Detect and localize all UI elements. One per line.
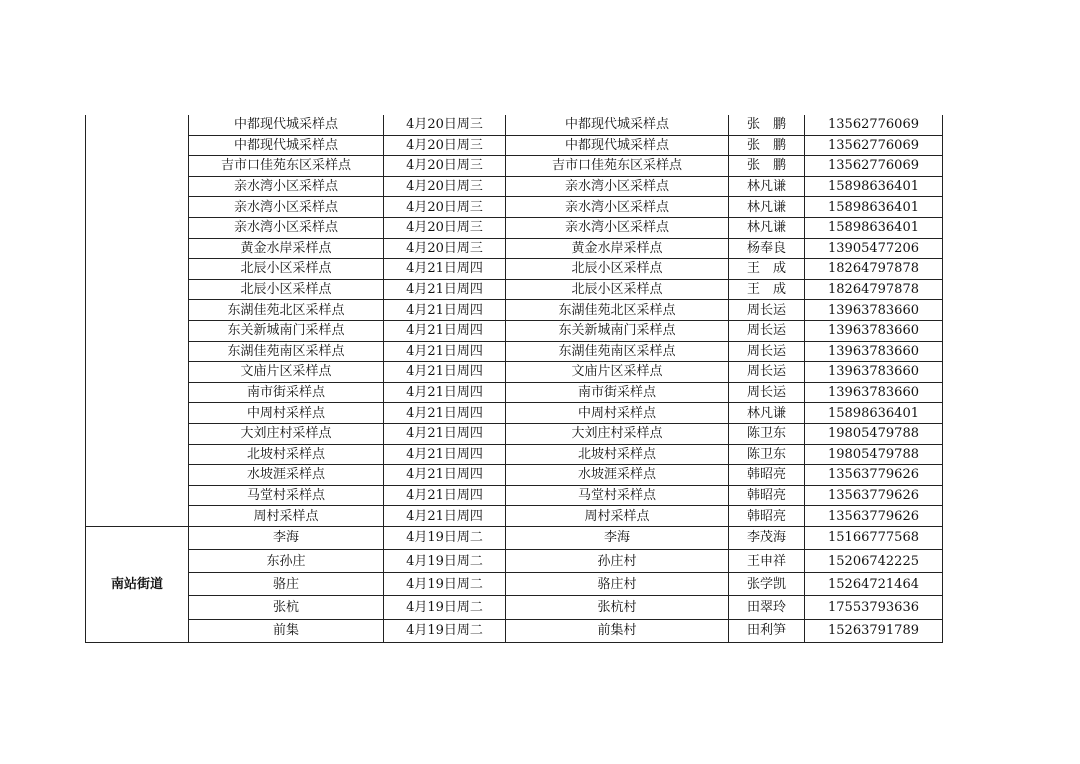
table-row	[86, 259, 943, 280]
phone-cell: 13562776069	[805, 115, 943, 135]
table-row	[86, 362, 943, 383]
contact-cell: 李茂海	[729, 526, 805, 549]
site-name-cell: 亲水湾小区采样点	[189, 197, 384, 218]
table-row	[86, 156, 943, 177]
contact-cell: 王申祥	[729, 550, 805, 573]
date-cell: 4月21日周四	[384, 300, 506, 321]
phone-cell: 18264797878	[805, 279, 943, 300]
table-row	[86, 596, 943, 619]
site-name-cell: 骆庄	[189, 573, 384, 596]
phone-cell: 13562776069	[805, 135, 943, 156]
date-cell: 4月21日周四	[384, 362, 506, 383]
contact-cell: 田利笋	[729, 619, 805, 642]
location-cell: 文庙片区采样点	[506, 362, 729, 383]
date-cell: 4月21日周四	[384, 341, 506, 362]
phone-cell: 15263791789	[805, 619, 943, 642]
contact-cell: 周长运	[729, 320, 805, 341]
phone-cell: 13963783660	[805, 300, 943, 321]
contact-cell: 杨奉良	[729, 238, 805, 259]
location-cell: 周村采样点	[506, 506, 729, 527]
table-row	[86, 526, 943, 549]
date-cell: 4月19日周二	[384, 596, 506, 619]
contact-cell: 韩昭亮	[729, 506, 805, 527]
table-row	[86, 550, 943, 573]
phone-cell: 15898636401	[805, 197, 943, 218]
location-cell: 张杭村	[506, 596, 729, 619]
table-row	[86, 485, 943, 506]
location-cell: 亲水湾小区采样点	[506, 217, 729, 238]
phone-cell: 15898636401	[805, 217, 943, 238]
table-row	[86, 115, 943, 135]
location-cell: 亲水湾小区采样点	[506, 197, 729, 218]
date-cell: 4月21日周四	[384, 506, 506, 527]
table-row	[86, 320, 943, 341]
site-name-cell: 李海	[189, 526, 384, 549]
table-row	[86, 341, 943, 362]
table-row	[86, 444, 943, 465]
location-cell: 南市街采样点	[506, 382, 729, 403]
site-name-cell: 亲水湾小区采样点	[189, 217, 384, 238]
site-name-cell: 中周村采样点	[189, 403, 384, 424]
date-cell: 4月20日周三	[384, 217, 506, 238]
phone-cell: 15206742225	[805, 550, 943, 573]
date-cell: 4月21日周四	[384, 485, 506, 506]
phone-cell: 13563779626	[805, 485, 943, 506]
location-cell: 北坡村采样点	[506, 444, 729, 465]
site-name-cell: 中都现代城采样点	[189, 135, 384, 156]
table-row	[86, 403, 943, 424]
site-name-cell: 周村采样点	[189, 506, 384, 527]
table-row	[86, 176, 943, 197]
table-row	[86, 279, 943, 300]
site-name-cell: 东湖佳苑南区采样点	[189, 341, 384, 362]
date-cell: 4月19日周二	[384, 550, 506, 573]
phone-cell: 13563779626	[805, 465, 943, 486]
contact-cell: 张 鹏	[729, 115, 805, 135]
location-cell: 水坡涯采样点	[506, 465, 729, 486]
district-cell: 南站街道	[86, 526, 189, 642]
date-cell: 4月21日周四	[384, 423, 506, 444]
location-cell: 李海	[506, 526, 729, 549]
table-row	[86, 382, 943, 403]
date-cell: 4月20日周三	[384, 156, 506, 177]
location-cell: 前集村	[506, 619, 729, 642]
phone-cell: 13963783660	[805, 382, 943, 403]
phone-cell: 13963783660	[805, 320, 943, 341]
site-name-cell: 前集	[189, 619, 384, 642]
contact-cell: 林凡谦	[729, 176, 805, 197]
location-cell: 中都现代城采样点	[506, 135, 729, 156]
site-name-cell: 水坡涯采样点	[189, 465, 384, 486]
phone-cell: 15898636401	[805, 403, 943, 424]
location-cell: 东湖佳苑南区采样点	[506, 341, 729, 362]
date-cell: 4月20日周三	[384, 238, 506, 259]
table-row	[86, 619, 943, 642]
contact-cell: 韩昭亮	[729, 485, 805, 506]
phone-cell: 15898636401	[805, 176, 943, 197]
location-cell: 北辰小区采样点	[506, 279, 729, 300]
site-name-cell: 马堂村采样点	[189, 485, 384, 506]
site-name-cell: 张杭	[189, 596, 384, 619]
table-row	[86, 197, 943, 218]
phone-cell: 13905477206	[805, 238, 943, 259]
contact-cell: 韩昭亮	[729, 465, 805, 486]
location-cell: 东湖佳苑北区采样点	[506, 300, 729, 321]
contact-cell: 张 鹏	[729, 135, 805, 156]
date-cell: 4月21日周四	[384, 465, 506, 486]
district-cell	[86, 115, 189, 526]
contact-cell: 张 鹏	[729, 156, 805, 177]
site-name-cell: 大刘庄村采样点	[189, 423, 384, 444]
contact-cell: 田翠玲	[729, 596, 805, 619]
location-cell: 吉市口佳苑东区采样点	[506, 156, 729, 177]
contact-cell: 周长运	[729, 382, 805, 403]
contact-cell: 张学凯	[729, 573, 805, 596]
date-cell: 4月21日周四	[384, 279, 506, 300]
location-cell: 黄金水岸采样点	[506, 238, 729, 259]
date-cell: 4月20日周三	[384, 135, 506, 156]
site-name-cell: 东湖佳苑北区采样点	[189, 300, 384, 321]
contact-cell: 周长运	[729, 362, 805, 383]
date-cell: 4月21日周四	[384, 259, 506, 280]
phone-cell: 19805479788	[805, 423, 943, 444]
phone-cell: 13563779626	[805, 506, 943, 527]
phone-cell: 17553793636	[805, 596, 943, 619]
table-row	[86, 423, 943, 444]
phone-cell: 13562776069	[805, 156, 943, 177]
site-name-cell: 文庙片区采样点	[189, 362, 384, 383]
date-cell: 4月21日周四	[384, 444, 506, 465]
date-cell: 4月19日周二	[384, 573, 506, 596]
table-row	[86, 217, 943, 238]
phone-cell: 18264797878	[805, 259, 943, 280]
phone-cell: 15166777568	[805, 526, 943, 549]
site-name-cell: 亲水湾小区采样点	[189, 176, 384, 197]
location-cell: 大刘庄村采样点	[506, 423, 729, 444]
site-name-cell: 北坡村采样点	[189, 444, 384, 465]
contact-cell: 林凡谦	[729, 217, 805, 238]
site-name-cell: 吉市口佳苑东区采样点	[189, 156, 384, 177]
date-cell: 4月20日周三	[384, 115, 506, 135]
site-name-cell: 北辰小区采样点	[189, 279, 384, 300]
location-cell: 东关新城南门采样点	[506, 320, 729, 341]
location-cell: 孙庄村	[506, 550, 729, 573]
phone-cell: 13963783660	[805, 362, 943, 383]
location-cell: 中都现代城采样点	[506, 115, 729, 135]
contact-cell: 林凡谦	[729, 197, 805, 218]
location-cell: 亲水湾小区采样点	[506, 176, 729, 197]
date-cell: 4月21日周四	[384, 403, 506, 424]
date-cell: 4月19日周二	[384, 526, 506, 549]
site-name-cell: 南市街采样点	[189, 382, 384, 403]
contact-cell: 陈卫东	[729, 444, 805, 465]
contact-cell: 周长运	[729, 300, 805, 321]
table-row	[86, 238, 943, 259]
contact-cell: 林凡谦	[729, 403, 805, 424]
site-name-cell: 东关新城南门采样点	[189, 320, 384, 341]
table-row	[86, 573, 943, 596]
table-row	[86, 506, 943, 527]
phone-cell: 15264721464	[805, 573, 943, 596]
date-cell: 4月20日周三	[384, 176, 506, 197]
contact-cell: 陈卫东	[729, 423, 805, 444]
table-row	[86, 465, 943, 486]
date-cell: 4月21日周四	[384, 382, 506, 403]
sampling-schedule-table	[85, 115, 943, 643]
site-name-cell: 黄金水岸采样点	[189, 238, 384, 259]
date-cell: 4月19日周二	[384, 619, 506, 642]
location-cell: 马堂村采样点	[506, 485, 729, 506]
location-cell: 骆庄村	[506, 573, 729, 596]
location-cell: 中周村采样点	[506, 403, 729, 424]
table-row	[86, 300, 943, 321]
schedule-grid	[85, 115, 943, 643]
phone-cell: 13963783660	[805, 341, 943, 362]
contact-cell: 周长运	[729, 341, 805, 362]
contact-cell: 王 成	[729, 259, 805, 280]
contact-cell: 王 成	[729, 279, 805, 300]
site-name-cell: 东孙庄	[189, 550, 384, 573]
phone-cell: 19805479788	[805, 444, 943, 465]
date-cell: 4月21日周四	[384, 320, 506, 341]
date-cell: 4月20日周三	[384, 197, 506, 218]
site-name-cell: 北辰小区采样点	[189, 259, 384, 280]
table-row	[86, 135, 943, 156]
location-cell: 北辰小区采样点	[506, 259, 729, 280]
site-name-cell: 中都现代城采样点	[189, 115, 384, 135]
